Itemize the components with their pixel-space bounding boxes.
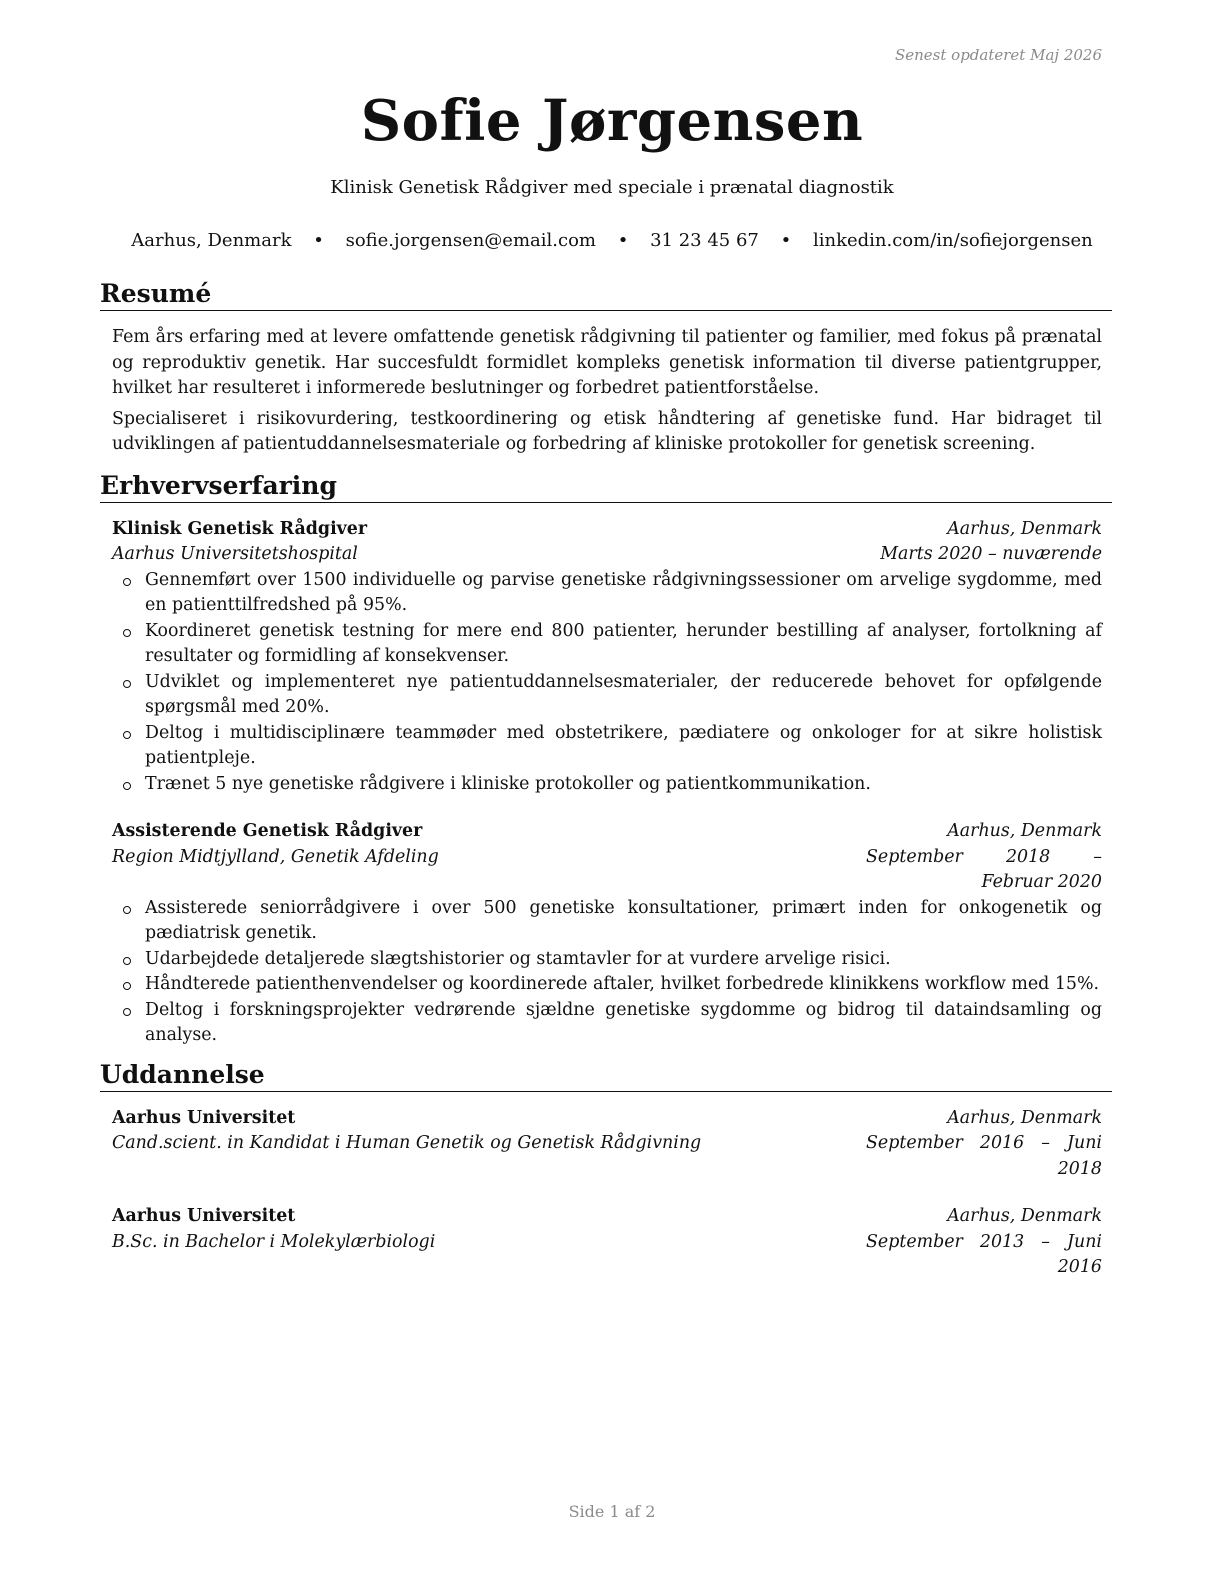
job-entry (112, 819, 1102, 1049)
list-item: Gennemført over 1500 individuelle og parvise genetiske rådgivningssessioner om arvelige sygdomme, med en patienttilfredshed på 95%. (112, 568, 1102, 619)
school-name: Aarhus Universitet (112, 1206, 296, 1226)
bullet-separator: • (617, 230, 629, 251)
summary-paragraph: Fem års erfaring med at levere omfattende genetisk rådgivning til patienter og familier, med fokus på prænatal og reproduktiv genetik. Har succesfuldt formidlet kompleks genetisk information til diverse patientgrupper, hvilket har resulteret i informerede beslutninger og forbedret patientforståelse. (112, 327, 1102, 398)
summary-paragraph: Specialiseret i risikovurdering, testkoordinering og etisk håndtering af genetiske fund. Har bidraget til udviklingen af patientuddannelsesmateriale og forbedring af kliniske protokoller for genetisk screening. (112, 408, 1102, 454)
contact-line (0, 229, 1224, 253)
last-updated: Senest opdateret Maj 2026 (894, 46, 1102, 64)
bullet-separator: • (780, 230, 792, 251)
list-item: Trænet 5 nye genetiske rådgivere i kliniske protokoller og patientkommunikation. (112, 772, 1102, 798)
headline: Klinisk Genetisk Rådgiver med speciale i prænatal diagnostik (330, 177, 894, 198)
resume-body (100, 278, 1112, 1281)
contact-phone[interactable]: 31 23 45 67 (650, 230, 759, 251)
job-dates: September 2018 – Februar 2020 (866, 846, 1102, 892)
contact-email[interactable]: sofie.jorgensen@email.com (345, 230, 596, 251)
job-location: Aarhus, Denmark (947, 518, 1102, 539)
job-location: Aarhus, Denmark (947, 821, 1102, 841)
list-item: Deltog i multidisciplinære teammøder med obstetrikere, pædiatere og onkologer for at sikre holistisk patientpleje. (112, 721, 1102, 772)
section-title-summary: Resumé (100, 278, 1112, 311)
contact-location: Aarhus, Denmark (131, 230, 292, 251)
education-dates: September 2013 – Juni 2016 (866, 1231, 1102, 1277)
job-organization: Region Midtjylland, Genetik Afdeling (112, 846, 439, 867)
job-dates: Marts 2020 – nuværende (880, 544, 1102, 564)
degree: B.Sc. in Bachelor i Molekylærbiologi (112, 1231, 436, 1252)
school-name: Aarhus Universitet (112, 1107, 296, 1128)
bullet-separator: • (313, 230, 324, 251)
job-bullets (112, 896, 1102, 1049)
job-title: Assisterende Genetisk Rådgiver (112, 821, 423, 841)
section-title-education: Uddannelse (100, 1059, 1112, 1092)
contact-linkedin[interactable]: linkedin.com/in/sofiejorgensen (812, 230, 1093, 251)
list-item: Deltog i forskningsprojekter vedrørende sjældne genetiske sygdomme og bidrog til dataindsamling og analyse. (112, 998, 1102, 1049)
education-dates: September 2016 – Juni 2018 (866, 1133, 1102, 1179)
education-entry (112, 1106, 1102, 1183)
list-item: Udarbejdede detaljerede slægtshistorier og stamtavler for at vurdere arvelige risici. (112, 947, 1102, 973)
school-location: Aarhus, Denmark (947, 1107, 1102, 1128)
list-item: Koordineret genetisk testning for mere end 800 patienter, herunder bestilling af analyser, fortolkning af resultater og formidling af konsekvenser. (112, 619, 1102, 670)
list-item: Håndterede patienthenvendelser og koordinerede aftaler, hvilket forbedrede klinikkens workflow med 15%. (112, 972, 1102, 998)
degree: Cand.scient. in Kandidat i Human Genetik og Genetisk Rådgivning (112, 1133, 702, 1153)
education-entry (112, 1204, 1102, 1281)
experience-section (100, 470, 1112, 1049)
education-section (100, 1059, 1112, 1281)
job-bullets (112, 568, 1102, 798)
job-organization: Aarhus Universitetshospital (112, 544, 358, 564)
job-entry (112, 517, 1102, 798)
list-item: Udviklet og implementeret nye patientuddannelsesmaterialer, der reducerede behovet for opfølgende spørgsmål med 20%. (112, 670, 1102, 721)
list-item: Assisterede seniorrådgivere i over 500 genetiske konsultationer, primært inden for onkogenetik og pædiatrisk genetik. (112, 896, 1102, 947)
page-title: Sofie Jørgensen (360, 88, 864, 154)
school-location: Aarhus, Denmark (947, 1206, 1102, 1226)
page-number: Side 1 af 2 (568, 1502, 656, 1521)
summary-section (100, 278, 1112, 458)
job-title: Klinisk Genetisk Rådgiver (112, 518, 368, 539)
section-title-experience: Erhvervserfaring (100, 470, 1112, 503)
